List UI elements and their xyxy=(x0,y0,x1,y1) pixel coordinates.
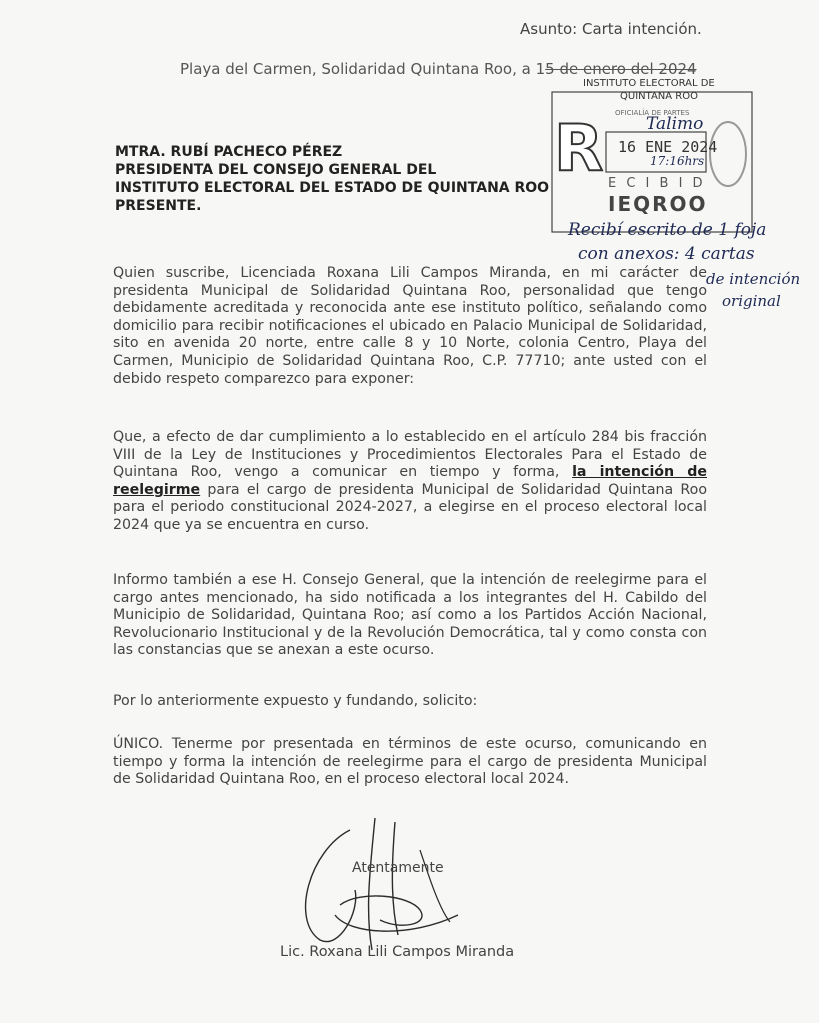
handwritten-note-line-2: con anexos: 4 cartas xyxy=(578,244,755,264)
handwritten-note-line-3: de intención xyxy=(706,270,801,288)
closing-atentamente: Atentamente xyxy=(352,860,444,876)
paragraph-intention xyxy=(113,429,707,535)
place-date-text: Playa del Carmen, Solidaridad Quintana Roo, a 1 xyxy=(180,60,546,78)
stamp-date: 16 ENE 2024 xyxy=(618,138,718,156)
paragraph-notification: Informo también a ese H. Consejo General, que la intención de reelegirme para el cargo antes mencionado, ha sido notificada a los integrantes del H. Cabildo del Municipio de Solidaridad, Quintana Roo; así como a los Partidos Acción Nacional, Revolucionario Institucional y de la Revolución Democrática, tal y como consta con las constancias que se anexan a este ocurso. xyxy=(113,572,707,659)
stamp-big-letter: R xyxy=(554,112,604,186)
paragraph-introduction: Quien suscribe, Licenciada Roxana Lili Campos Miranda, en mi carácter de presidenta Municipal de Solidaridad Quintana Roo, personalidad que tengo debidamente acreditada y reconocida ante ese instituto político, señalando como domicilio para recibir notificaciones el ubicado en Palacio Municipal de Solidaridad, sito en avenida 20 norte, entre calle 8 y 10 Norte, colonia Centro, Playa del Carmen, Municipio de Solidaridad Quintana Roo, C.P. 77710; ante usted con el debido respeto comparezco para exponer: xyxy=(113,265,707,387)
addressee-presente: PRESENTE. xyxy=(115,198,202,214)
stamp-line-1: INSTITUTO ELECTORAL DE xyxy=(583,78,715,89)
paragraph-intention-start: Que, a efecto de dar cumplimiento a lo establecido en el artículo 284 bis fracción VIII de la Ley de Instituciones y Procedimientos Electorales Para el Estado de Quintana Roo, vengo a comunicar en tiempo y forma, xyxy=(113,429,707,481)
handwritten-note-line-1: Recibí escrito de 1 foja xyxy=(568,220,767,240)
addressee-block xyxy=(115,143,549,215)
subject-line: Asunto: Carta intención. xyxy=(520,20,702,38)
stamp-handwritten-name: Talimo xyxy=(646,114,704,134)
handwritten-note-line-4: original xyxy=(722,292,781,310)
addressee-title: PRESIDENTA DEL CONSEJO GENERAL DEL xyxy=(115,162,437,178)
place-date-struck-text: 5 de enero del 2024 xyxy=(545,60,697,78)
signature-drawing xyxy=(280,810,470,960)
stamp-logo: IEQROO xyxy=(608,192,708,216)
signer-name: Lic. Roxana Lili Campos Miranda xyxy=(280,944,515,960)
paragraph-intention-end: para el cargo de presidenta Municipal de Solidaridad Quintana Roo para el periodo constitucional 2024-2027, a elegirse en el proceso electoral local 2024 que ya se encuentra en curso. xyxy=(113,481,707,533)
paragraph-unico: ÚNICO. Tenerme por presentada en términos de este ocurso, comunicando en tiempo y forma la intención de reelegirme para el cargo de presidenta Municipal de Solidaridad Quintana Roo, en el proceso electoral local 2024. xyxy=(113,736,707,788)
addressee-name: MTRA. RUBÍ PACHECO PÉREZ xyxy=(115,144,343,160)
paragraph-intention-bold: la intención de reelegirme xyxy=(113,464,707,498)
stamp-handwritten-time: 17:16hrs xyxy=(650,154,705,168)
reception-stamp xyxy=(550,74,755,234)
paragraph-request-intro: Por lo anteriormente expuesto y fundando, solicito: xyxy=(113,693,478,709)
addressee-institution: INSTITUTO ELECTORAL DEL ESTADO DE QUINTANA ROO xyxy=(115,180,550,196)
stamp-line-3: OFICIALÍA DE PARTES xyxy=(615,109,690,117)
stamp-line-2: QUINTANA ROO xyxy=(620,91,698,102)
stamp-letters: E C I B I D xyxy=(608,176,706,191)
